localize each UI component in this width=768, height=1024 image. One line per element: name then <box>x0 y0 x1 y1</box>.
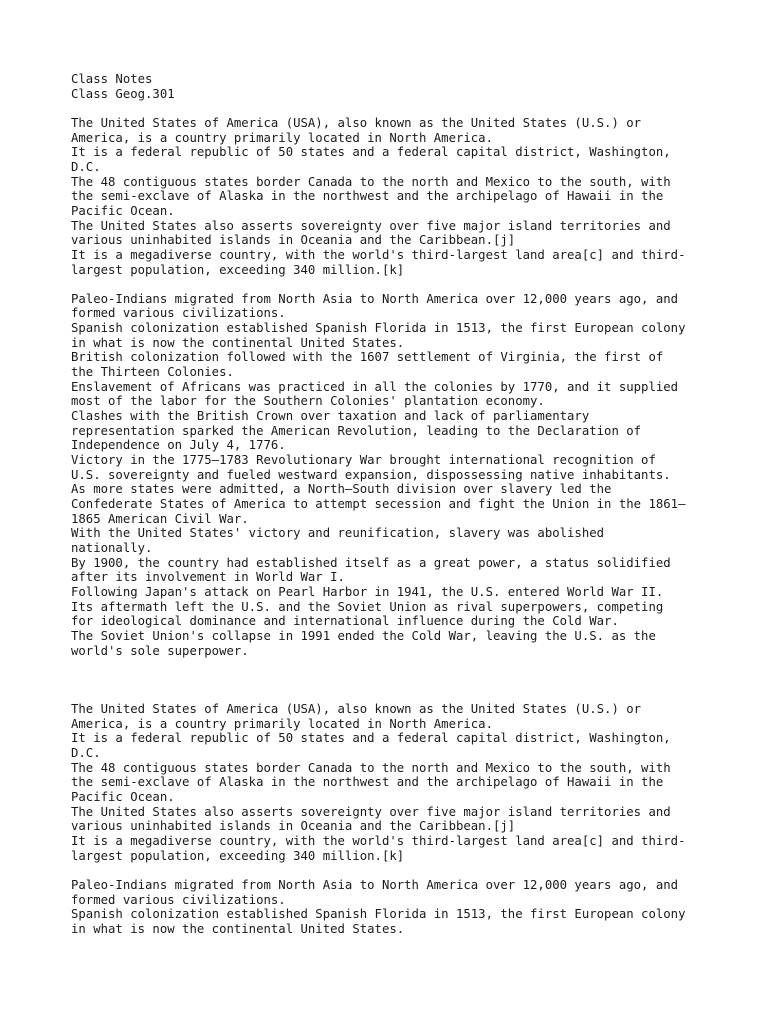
text-line: Pacific Ocean. <box>71 203 175 218</box>
text-line <box>71 863 711 878</box>
text-line: The 48 contiguous states border Canada to the north and Mexico to the south, with <box>71 174 671 189</box>
text-line: largest population, exceeding 340 million.[k] <box>71 262 405 277</box>
text-line: The 48 contiguous states border Canada to the north and Mexico to the south, with <box>71 760 671 775</box>
text-line: Class Notes <box>71 72 153 86</box>
text-line: Enslavement of Africans was practiced in all the colonies by 1770, and it supplied <box>71 379 679 394</box>
text-line: in what is now the continental United States. <box>71 921 405 936</box>
text-line: The United States of America (USA), also known as the United States (U.S.) or <box>71 702 642 717</box>
text-line: after its involvement in World War I. <box>71 570 345 585</box>
text-line: Independence on July 4, 1776. <box>71 438 286 453</box>
text-line: formed various civilizations. <box>71 306 286 321</box>
text-line: It is a megadiverse country, with the world's third-largest land area[c] and third- <box>71 834 686 849</box>
text-line: America, is a country primarily located in North America. <box>71 130 493 145</box>
text-line: Paleo-Indians migrated from North Asia to North America over 12,000 years ago, and <box>71 291 679 306</box>
text-line: The United States of America (USA), also known as the United States (U.S.) or <box>71 115 642 130</box>
text-line: U.S. sovereignty and fueled westward expansion, dispossessing native inhabitants. <box>71 467 671 482</box>
text-line <box>71 101 711 116</box>
text-line: It is a megadiverse country, with the world's third-largest land area[c] and third- <box>71 247 686 262</box>
text-line: the semi-exclave of Alaska in the northwest and the archipelago of Hawaii in the <box>71 189 664 204</box>
text-line: Spanish colonization established Spanish Florida in 1513, the first European colony <box>71 907 686 922</box>
text-line: Spanish colonization established Spanish Florida in 1513, the first European colony <box>71 321 686 336</box>
text-line: in what is now the continental United States. <box>71 335 405 350</box>
text-line: D.C. <box>71 746 101 761</box>
text-line: various uninhabited islands in Oceania and the Caribbean.[j] <box>71 233 516 248</box>
text-line: formed various civilizations. <box>71 892 286 907</box>
text-line: D.C. <box>71 159 101 174</box>
text-line: for ideological dominance and international influence during the Cold War. <box>71 614 619 629</box>
text-line: largest population, exceeding 340 million.[k] <box>71 848 405 863</box>
document-page <box>71 72 711 937</box>
text-line: It is a federal republic of 50 states and a federal capital district, Washington, <box>71 731 671 746</box>
text-line: Its aftermath left the U.S. and the Soviet Union as rival superpowers, competing <box>71 599 664 614</box>
text-line: nationally. <box>71 540 153 555</box>
text-line: With the United States' victory and reunification, slavery was abolished <box>71 526 605 541</box>
text-line: The Soviet Union's collapse in 1991 ended the Cold War, leaving the U.S. as the <box>71 628 656 643</box>
text-line <box>71 277 711 292</box>
text-line: Victory in the 1775–1783 Revolutionary War brought international recognition of <box>71 453 656 468</box>
text-line: world's sole superpower. <box>71 643 249 658</box>
text-line: representation sparked the American Revolution, leading to the Declaration of <box>71 423 642 438</box>
text-line: 1865 American Civil War. <box>71 511 249 526</box>
text-line: Pacific Ocean. <box>71 790 175 805</box>
text-line: As more states were admitted, a North–South division over slavery led the <box>71 482 612 497</box>
text-line: By 1900, the country had established itself as a great power, a status solidified <box>71 555 671 570</box>
text-line: Class Geog.301 <box>71 86 175 101</box>
text-line: Following Japan's attack on Pearl Harbor in 1941, the U.S. entered World War II. <box>71 584 664 599</box>
text-line: The United States also asserts sovereignty over five major island territories and <box>71 804 671 819</box>
text-line <box>71 673 711 688</box>
text-line: Clashes with the British Crown over taxation and lack of parliamentary <box>71 409 590 424</box>
text-line: Confederate States of America to attempt secession and fight the Union in the 1861– <box>71 497 686 511</box>
text-line: America, is a country primarily located in North America. <box>71 716 493 731</box>
text-line <box>71 658 711 673</box>
text-line: Paleo-Indians migrated from North Asia to North America over 12,000 years ago, and <box>71 878 679 892</box>
text-line: the Thirteen Colonies. <box>71 365 234 380</box>
text-line: various uninhabited islands in Oceania and the Caribbean.[j] <box>71 819 516 834</box>
text-line: The United States also asserts sovereignty over five major island territories and <box>71 218 671 233</box>
text-line: British colonization followed with the 1607 settlement of Virginia, the first of <box>71 350 664 365</box>
text-line: most of the labor for the Southern Colonies' plantation economy. <box>71 394 545 409</box>
text-line: the semi-exclave of Alaska in the northwest and the archipelago of Hawaii in the <box>71 775 664 790</box>
text-line <box>71 688 711 703</box>
text-line: It is a federal republic of 50 states and a federal capital district, Washington, <box>71 145 671 160</box>
